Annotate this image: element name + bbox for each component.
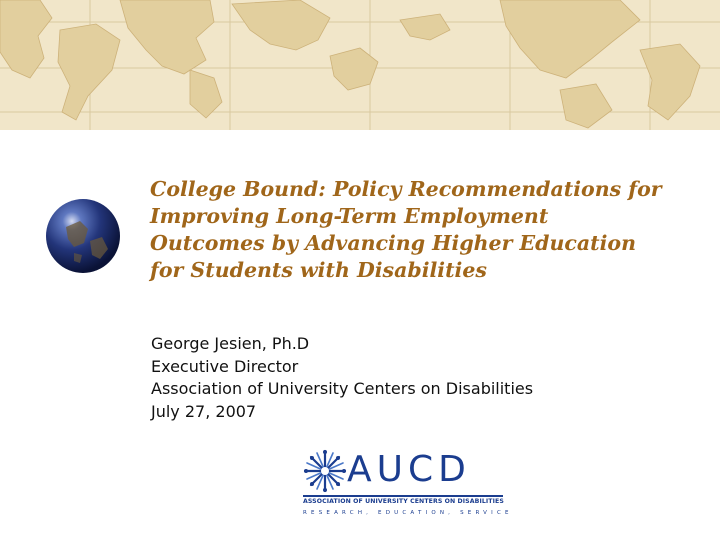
logo-divider <box>303 495 503 497</box>
presentation-date: July 27, 2007 <box>151 401 257 421</box>
presenter-details <box>151 333 533 423</box>
aucd-starburst-icon <box>303 449 347 493</box>
slide-title <box>150 176 710 284</box>
presenter-organization: Association of University Centers on Disabilities <box>151 379 534 398</box>
presenter-role: Executive Director <box>151 356 299 376</box>
title-line: Improving Long-Term Employment <box>150 204 549 228</box>
aucd-tagline: RESEARCH, EDUCATION, SERVICE <box>303 510 513 516</box>
world-map-image <box>0 0 720 130</box>
title-line: for Students with Disabilities <box>150 258 487 282</box>
title-line: College Bound: Policy Recommendations for <box>150 177 662 201</box>
aucd-logo <box>297 447 513 522</box>
title-line: Outcomes by Advancing Higher Education <box>150 231 637 255</box>
aucd-org-name: ASSOCIATION OF UNIVERSITY CENTERS ON DISABILITIES <box>303 498 504 505</box>
world-map-banner <box>0 0 720 130</box>
presenter-name: George Jesien, Ph.D <box>151 334 310 353</box>
aucd-wordmark: AUCD <box>347 449 471 490</box>
globe-icon <box>44 197 122 275</box>
